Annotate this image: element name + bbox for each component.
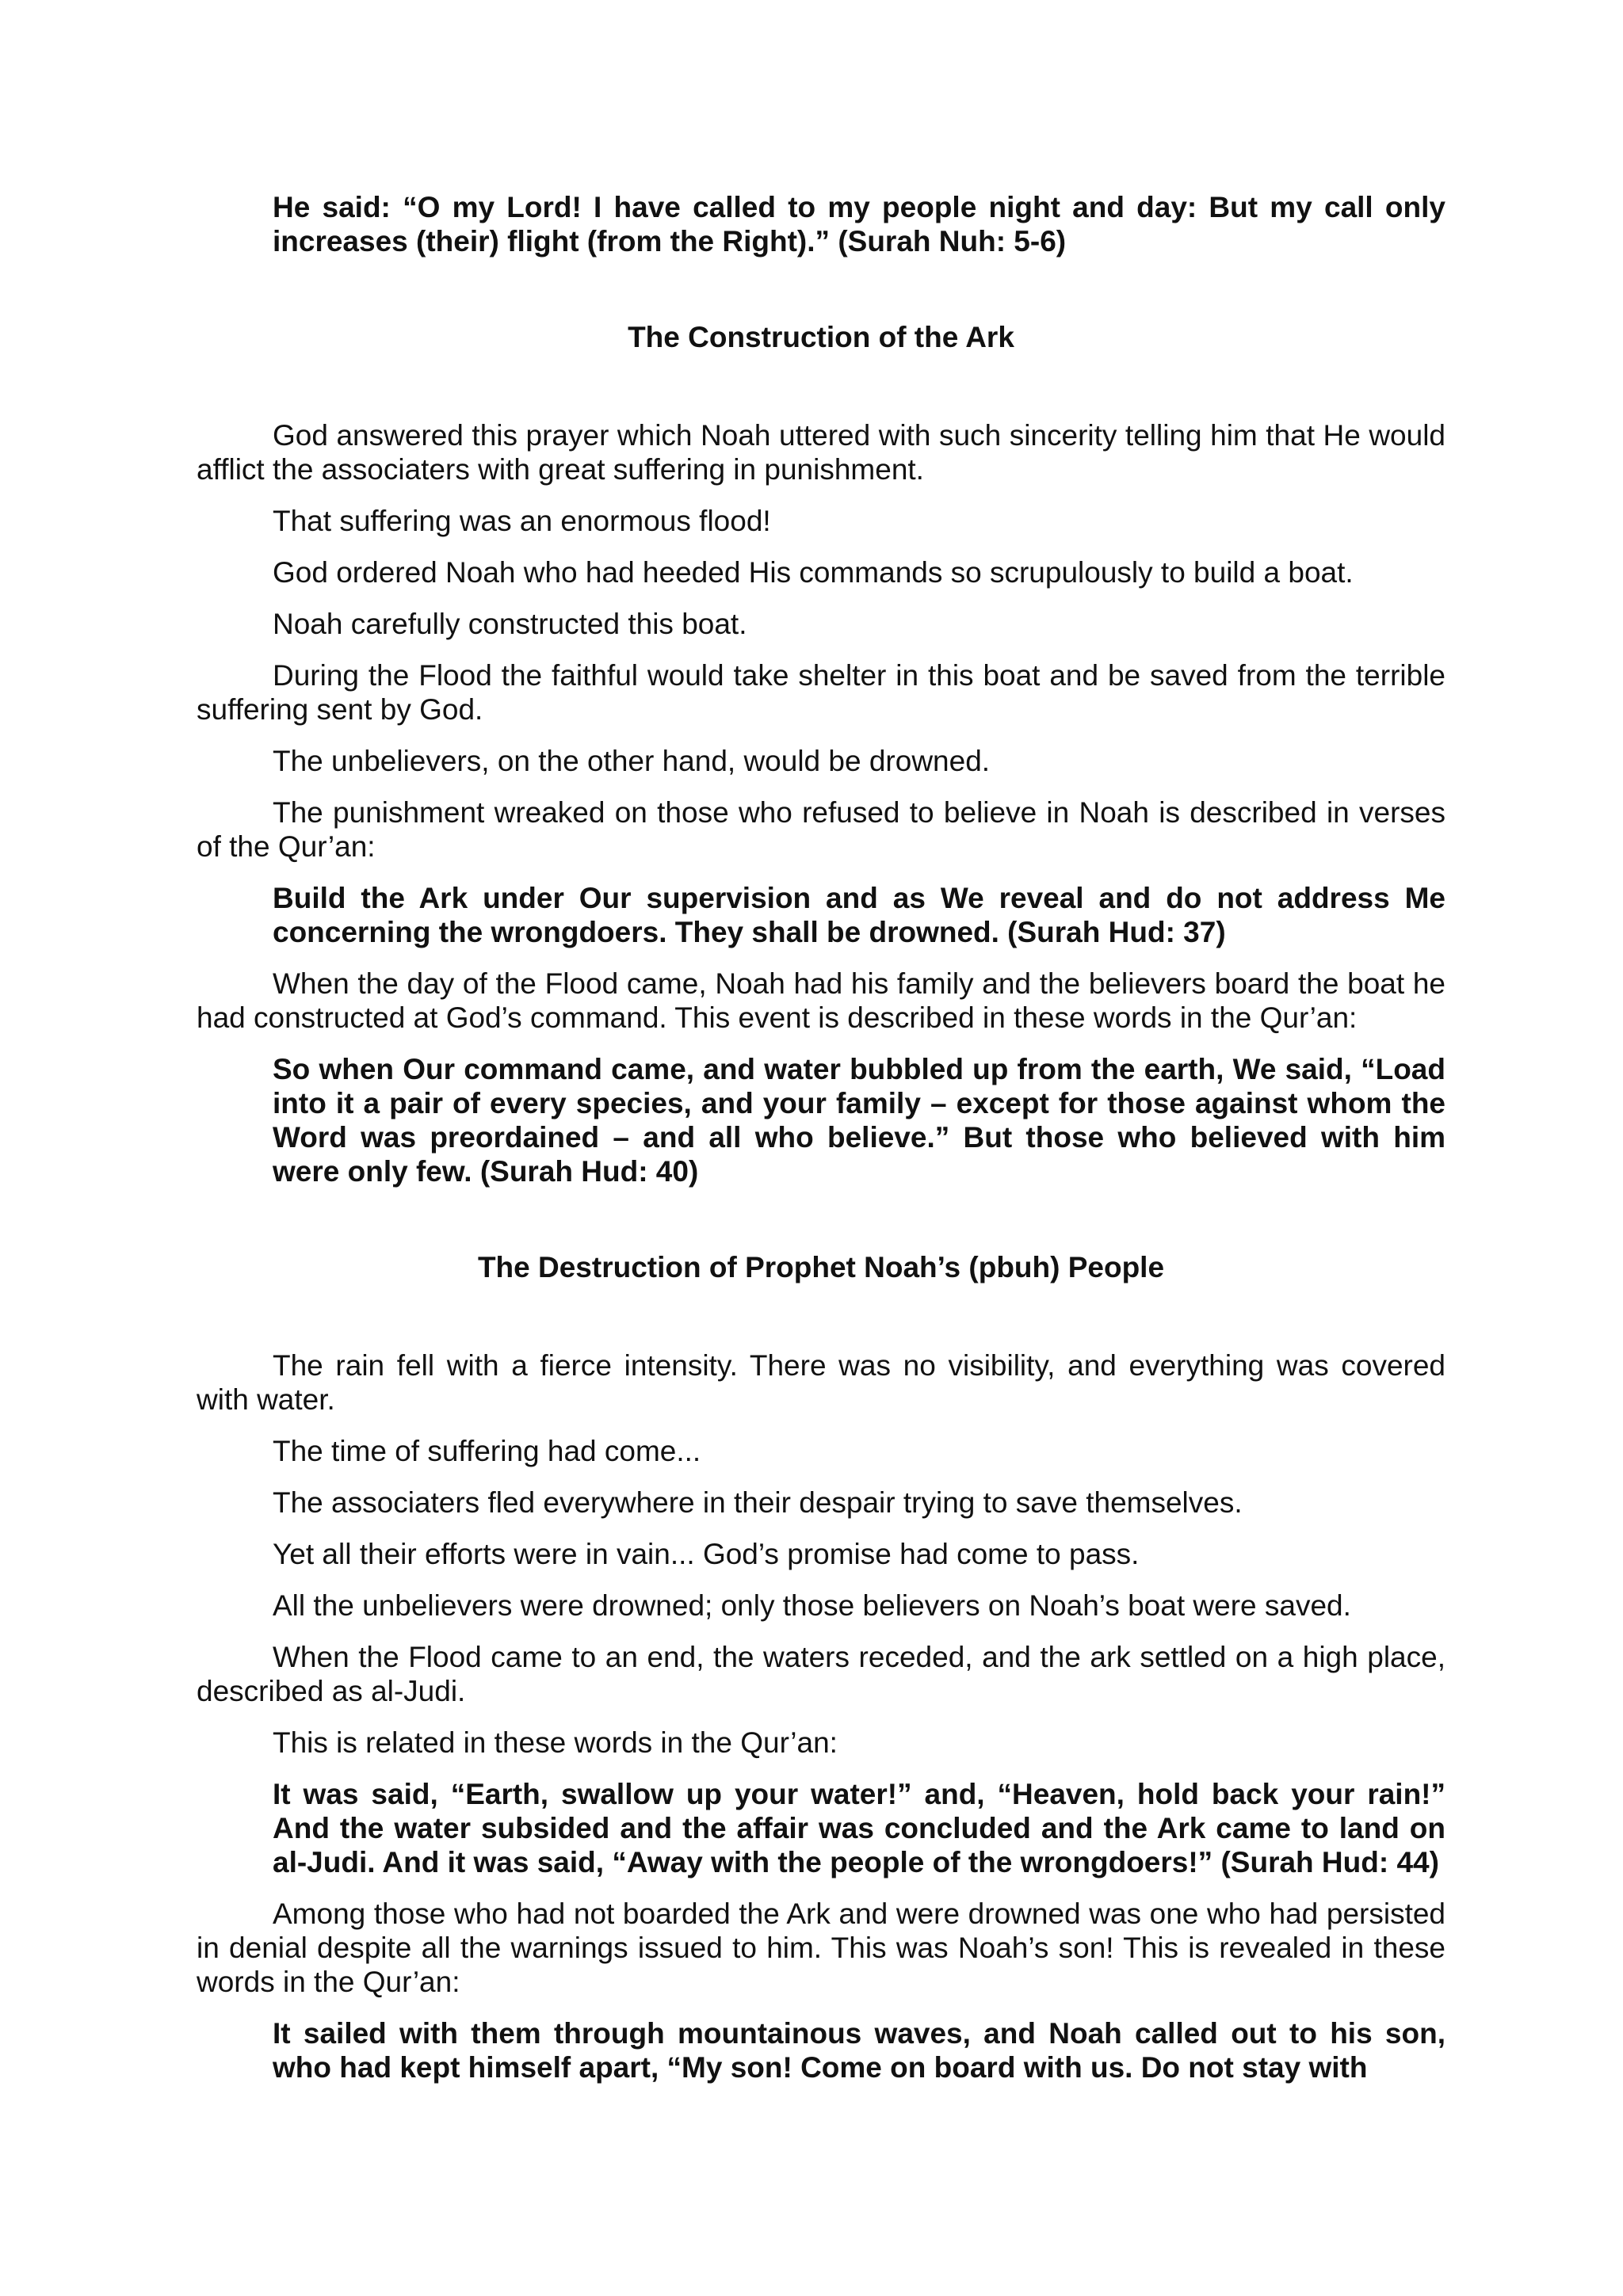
paragraph: God answered this prayer which Noah uttered with such sincerity telling him that He would afflict the associaters with great suffering in punishment. xyxy=(197,419,1445,486)
paragraph: The unbelievers, on the other hand, would be drowned. xyxy=(273,745,991,777)
paragraph: That suffering was an enormous flood! xyxy=(273,505,771,537)
quran-quote-hud-40: So when Our command came, and water bubbled up from the earth, We said, “Load into it a pair of every species, and your family – except for those against whom the Word was preordained – and all who believe.” But those who believed with him were only few. (Surah Hud: 40) xyxy=(273,1053,1445,1188)
paragraph: Yet all their efforts were in vain... God’s promise had come to pass. xyxy=(273,1538,1140,1570)
quran-quote-nuh: He said: “O my Lord! I have called to my people night and day: But my call only increases (their) flight (from the Right).” (Surah Nuh: 5-6) xyxy=(273,191,1445,257)
document-page xyxy=(197,190,1445,2102)
paragraph: All the unbelievers were drowned; only those believers on Noah’s boat were saved. xyxy=(273,1589,1351,1622)
paragraph: When the day of the Flood came, Noah had his family and the believers board the boat he had constructed at God’s command. This event is described in these words in the Qur’an: xyxy=(197,967,1445,1034)
quran-quote-hud-44: It was said, “Earth, swallow up your water!” and, “Heaven, hold back your rain!” And the water subsided and the affair was concluded and the Ark came to land on al-Judi. And it was said, “Away with the people of the wrongdoers!” (Surah Hud: 44) xyxy=(273,1778,1445,1878)
paragraph: This is related in these words in the Qur’an: xyxy=(273,1726,838,1759)
paragraph: Among those who had not boarded the Ark and were drowned was one who had persisted in denial despite all the warnings issued to him. This was Noah’s son! This is revealed in these words in the Qur’an: xyxy=(197,1897,1445,1998)
paragraph: During the Flood the faithful would take shelter in this boat and be saved from the terrible suffering sent by God. xyxy=(197,659,1445,726)
paragraph: The time of suffering had come... xyxy=(273,1435,701,1467)
paragraph: The associaters fled everywhere in their despair trying to save themselves. xyxy=(273,1486,1243,1519)
paragraph: When the Flood came to an end, the waters receded, and the ark settled on a high place, described as al-Judi. xyxy=(197,1641,1445,1707)
section-heading-destruction: The Destruction of Prophet Noah’s (pbuh) People xyxy=(477,1251,1165,1283)
quran-quote-hud-37: Build the Ark under Our supervision and as We reveal and do not address Me concerning the wrongdoers. They shall be drowned. (Surah Hud: 37) xyxy=(273,882,1445,948)
paragraph: The punishment wreaked on those who refused to believe in Noah is described in verses of the Qur’an: xyxy=(197,796,1445,863)
quran-quote-continued: It sailed with them through mountainous waves, and Noah called out to his son, who had kept himself apart, “My son! Come on board with us. Do not stay with xyxy=(273,2017,1445,2084)
paragraph: Noah carefully constructed this boat. xyxy=(273,608,747,640)
section-heading-construction: The Construction of the Ark xyxy=(628,321,1014,353)
paragraph: God ordered Noah who had heeded His commands so scrupulously to build a boat. xyxy=(273,556,1354,589)
paragraph: The rain fell with a fierce intensity. There was no visibility, and everything was covered with water. xyxy=(197,1349,1445,1416)
